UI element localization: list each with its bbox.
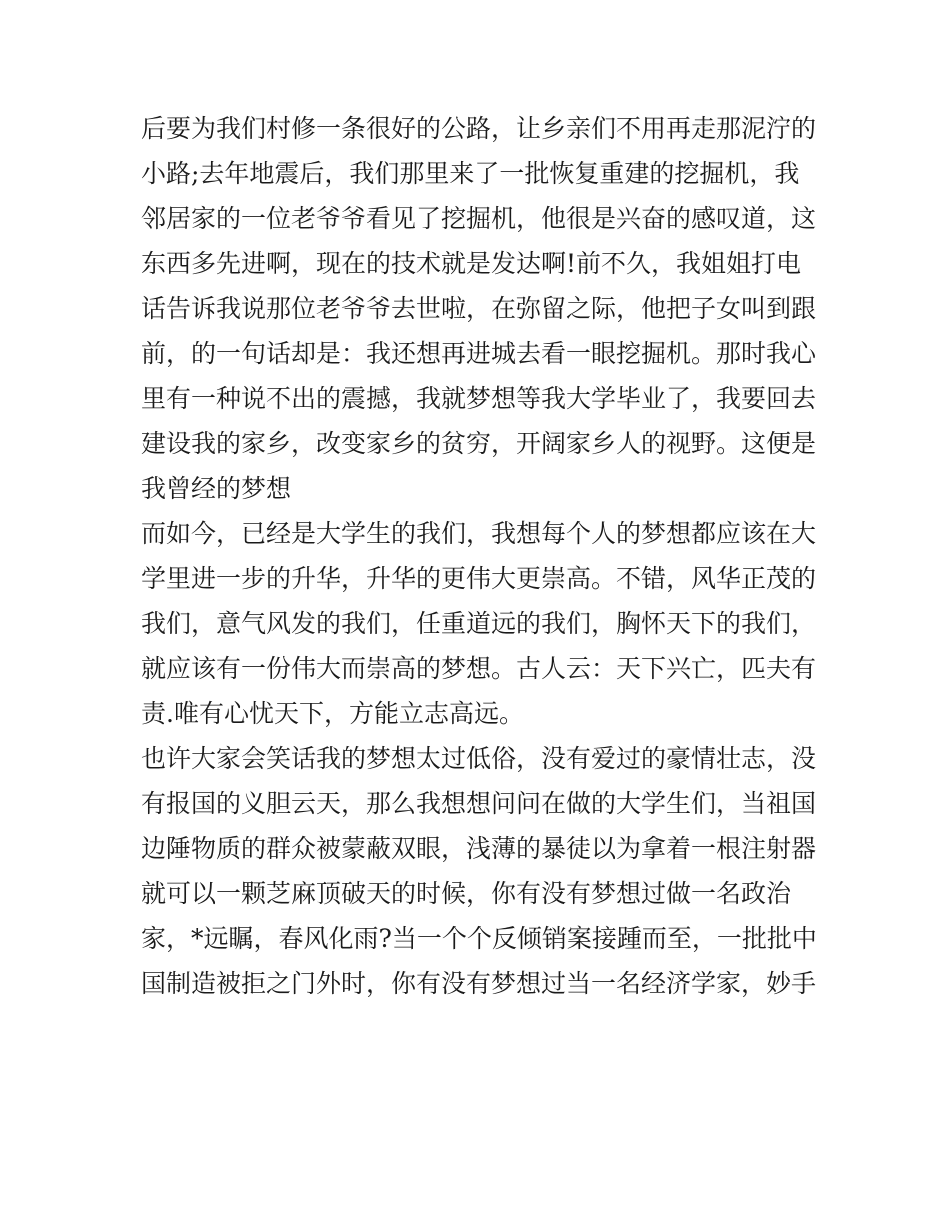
text-line: 后要为我们村修一条很好的公路，让乡亲们不用再走那泥泞的 <box>141 114 817 143</box>
text-line: 我们，意气风发的我们，任重道远的我们，胸怀天下的我们， <box>141 609 817 638</box>
body-text <box>141 106 817 1006</box>
text-line: 而如今，已经是大学生的我们，我想每个人的梦想都应该在大 <box>141 519 817 548</box>
text-line: 话告诉我说那位老爷爷去世啦，在弥留之际，他把子女叫到跟 <box>141 294 817 323</box>
text-line: 责.唯有心忧天下，方能立志高远。 <box>141 699 524 728</box>
text-line: 里有一种说不出的震撼，我就梦想等我大学毕业了，我要回去 <box>141 384 817 413</box>
text-line: 建设我的家乡，改变家乡的贫穷，开阔家乡人的视野。这便是 <box>141 429 817 458</box>
text-line: 我曾经的梦想 <box>141 474 292 503</box>
text-line: 邻居家的一位老爷爷看见了挖掘机，他很是兴奋的感叹道，这 <box>141 204 817 233</box>
text-line: 就可以一颗芝麻顶破天的时候，你有没有梦想过做一名政治 <box>141 879 792 908</box>
text-line: 国制造被拒之门外时，你有没有梦想过当一名经济学家，妙手 <box>141 969 817 998</box>
text-line: 也许大家会笑话我的梦想太过低俗，没有爱过的豪情壮志，没 <box>141 744 817 773</box>
text-line: 小路;去年地震后，我们那里来了一批恢复重建的挖掘机，我 <box>141 159 800 188</box>
text-line: 东西多先进啊，现在的技术就是发达啊!前不久，我姐姐打电 <box>141 249 802 278</box>
text-line: 学里进一步的升华，升华的更伟大更崇高。不错，风华正茂的 <box>141 564 817 593</box>
text-line: 边陲物质的群众被蒙蔽双眼，浅薄的暴徒以为拿着一根注射器 <box>141 834 817 863</box>
text-line: 就应该有一份伟大而崇高的梦想。古人云：天下兴亡，匹夫有 <box>141 654 817 683</box>
text-line: 前，的一句话却是：我还想再进城去看一眼挖掘机。那时我心 <box>141 339 817 368</box>
text-line: 家，*远瞩，春风化雨?当一个个反倾销案接踵而至，一批批中 <box>141 924 817 953</box>
text-line: 有报国的义胆云天，那么我想想问问在做的大学生们，当祖国 <box>141 789 817 818</box>
